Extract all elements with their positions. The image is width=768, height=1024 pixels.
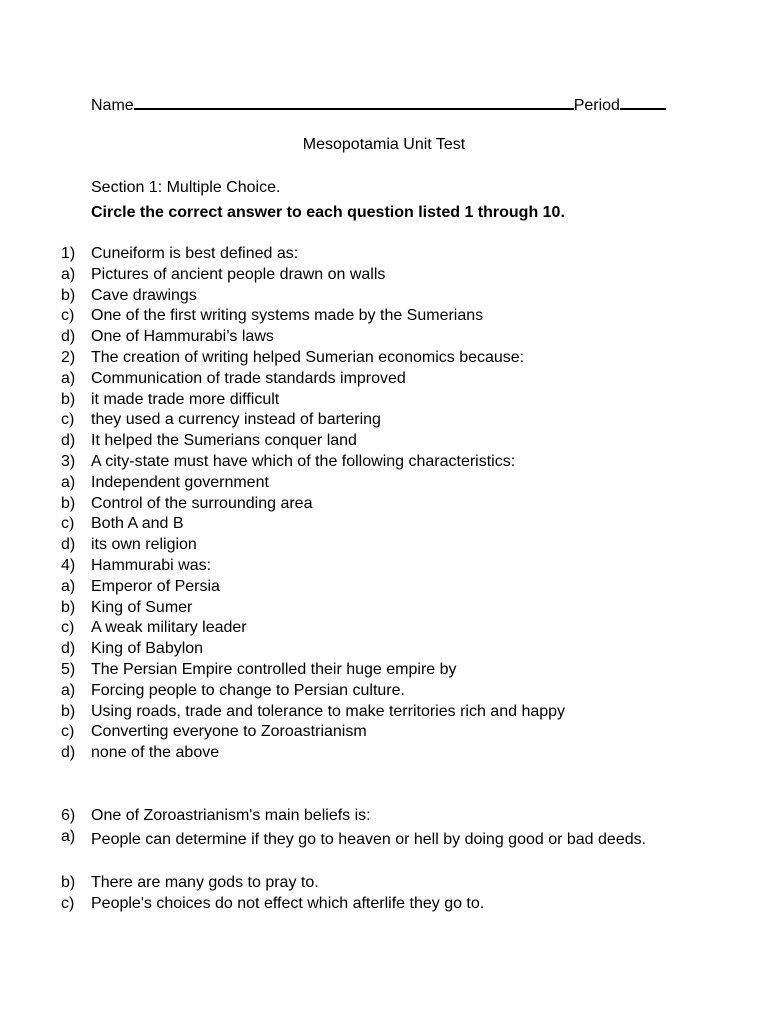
option-text: it made trade more difficult — [91, 390, 280, 408]
option-letter: d) — [61, 744, 76, 762]
question-number: 4) — [61, 556, 76, 574]
answer-option — [61, 514, 721, 535]
period-blank — [620, 94, 666, 110]
question-text: A city-state must have which of the following characteristics: — [91, 452, 516, 470]
question-number: 6) — [61, 807, 76, 824]
option-text: Communication of trade standards improved — [91, 369, 406, 387]
option-text: People can determine if they go to heaven or hell by doing good or bad deeds. — [91, 830, 647, 848]
question-row — [61, 452, 721, 473]
question-row — [61, 806, 721, 827]
option-letter: c) — [61, 411, 75, 429]
option-text: Using roads, trade and tolerance to make territories rich and happy — [91, 702, 566, 720]
option-letter: b) — [61, 286, 76, 304]
option-text: its own religion — [91, 536, 197, 554]
option-text: People's choices do not effect which afterlife they go to. — [91, 894, 485, 912]
option-letter: b) — [61, 494, 76, 512]
name-blank — [134, 94, 574, 110]
answer-option — [61, 722, 721, 743]
answer-option — [61, 743, 721, 764]
option-text: It helped the Sumerians conquer land — [91, 432, 357, 450]
option-letter: a) — [61, 681, 76, 699]
question-text: Cuneiform is best defined as: — [91, 245, 299, 262]
question-text: One of Zoroastrianism's main beliefs is: — [91, 807, 371, 824]
period-label: Period — [573, 97, 620, 114]
question-row — [61, 348, 721, 369]
option-letter: b) — [61, 390, 76, 408]
option-letter: d) — [61, 432, 76, 450]
answer-option — [61, 431, 721, 452]
option-letter: a) — [61, 369, 76, 387]
option-letter: a) — [61, 473, 76, 491]
answer-option — [61, 473, 721, 494]
option-text: One of the first writing systems made by the Sumerians — [91, 307, 484, 325]
answer-option — [61, 535, 721, 556]
question-list-1 — [61, 244, 721, 764]
option-text: Forcing people to change to Persian culture. — [91, 681, 405, 699]
answer-option — [61, 265, 721, 286]
answer-option — [61, 306, 721, 327]
option-text: There are many gods to pray to. — [91, 873, 319, 891]
page-title: Mesopotamia Unit Test — [302, 136, 466, 153]
name-period-line — [91, 94, 691, 116]
answer-option — [61, 639, 721, 660]
answer-option — [61, 598, 721, 619]
option-text: Cave drawings — [91, 286, 197, 304]
option-text: they used a currency instead of bartering — [91, 411, 381, 429]
instructions: Circle the correct answer to each question listed 1 through 10. — [91, 204, 565, 221]
question-number: 2) — [61, 348, 76, 366]
option-letter: b) — [61, 873, 76, 891]
question-text: The creation of writing helped Sumerian economics because: — [91, 348, 525, 366]
option-letter: c) — [61, 307, 75, 325]
question-row — [61, 660, 721, 681]
question-text: The Persian Empire controlled their huge empire by — [91, 660, 457, 678]
answer-option — [61, 894, 721, 915]
option-letter: a) — [61, 577, 76, 595]
answer-option — [61, 618, 721, 639]
option-letter: d) — [61, 536, 76, 554]
option-text: none of the above — [91, 744, 220, 762]
option-letter: b) — [61, 702, 76, 720]
option-letter: c) — [61, 723, 75, 741]
question-list-2 — [61, 806, 721, 914]
option-text: One of Hammurabi’s laws — [91, 328, 274, 346]
answer-option — [61, 577, 721, 598]
option-letter: c) — [61, 515, 75, 533]
answer-option — [61, 873, 721, 894]
question-text: Hammurabi was: — [91, 556, 212, 574]
name-label: Name — [91, 97, 134, 114]
question-row — [61, 244, 721, 265]
option-text: Both A and B — [91, 515, 184, 533]
answer-option — [61, 390, 721, 411]
option-letter: d) — [61, 640, 76, 658]
option-letter: b) — [61, 598, 76, 616]
question-number: 1) — [61, 245, 76, 262]
option-letter: a) — [61, 827, 76, 845]
option-letter: c) — [61, 894, 75, 912]
option-text: A weak military leader — [91, 619, 247, 637]
answer-option — [61, 702, 721, 723]
answer-option — [61, 827, 721, 873]
option-text: Pictures of ancient people drawn on walls — [91, 265, 386, 283]
answer-option — [61, 327, 721, 348]
option-letter: a) — [61, 265, 76, 283]
answer-option — [61, 494, 721, 515]
answer-option — [61, 681, 721, 702]
section-heading: Section 1: Multiple Choice. — [91, 179, 281, 196]
question-row — [61, 556, 721, 577]
option-letter: c) — [61, 619, 75, 637]
option-text: Emperor of Persia — [91, 577, 220, 595]
answer-option — [61, 410, 721, 431]
option-text: King of Sumer — [91, 598, 193, 616]
option-text: Control of the surrounding area — [91, 494, 313, 512]
option-text: King of Babylon — [91, 640, 204, 658]
option-letter: d) — [61, 328, 76, 346]
answer-option — [61, 286, 721, 307]
option-text: Converting everyone to Zoroastrianism — [91, 723, 367, 741]
question-number: 3) — [61, 452, 76, 470]
question-number: 5) — [61, 660, 76, 678]
answer-option — [61, 369, 721, 390]
option-text: Independent government — [91, 473, 269, 491]
